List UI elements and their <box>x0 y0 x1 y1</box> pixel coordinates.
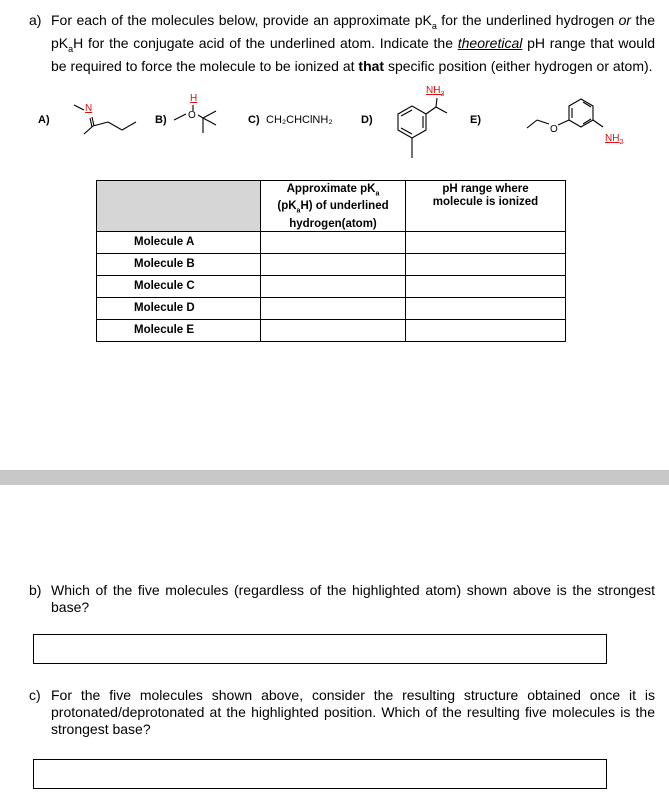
question-a-text: For each of the molecules below, provide an approximate $pK_a$ for the underlined hydrogen or the $pK_aH$ for the conjugate acid of the underlined atom. Indicate the theoretical pH range that would be required to force the molecule to be ionized at that specific position (either hydrogen or atom). <box>51 12 655 74</box>
answer-box-c[interactable] <box>33 759 607 789</box>
table-row <box>97 275 566 297</box>
ph-range-cell[interactable] <box>406 297 566 319</box>
molecule-e-structure <box>525 90 615 150</box>
answer-box-b[interactable] <box>33 634 607 664</box>
ph-range-cell[interactable] <box>406 275 566 297</box>
pka-cell[interactable] <box>261 275 406 297</box>
table-row <box>97 297 566 319</box>
section-divider <box>0 470 669 485</box>
row-label: Molecule E <box>97 319 261 341</box>
pka-cell[interactable] <box>261 231 406 253</box>
table-corner-cell <box>97 181 261 232</box>
molecule-a-label: A) <box>38 114 50 126</box>
pka-cell[interactable] <box>261 319 406 341</box>
question-b-text: Which of the five molecules (regardless of the highlighted atom) shown above is the strongest base? <box>51 582 655 615</box>
molecule-b-oxygen: O <box>188 110 196 121</box>
molecule-a-nitrogen: N <box>85 103 93 114</box>
molecule-b-structure <box>170 100 240 140</box>
ph-range-cell[interactable] <box>406 231 566 253</box>
ph-range-cell[interactable] <box>406 253 566 275</box>
molecule-d-amine: $NH_3$ <box>426 85 445 98</box>
question-b-label: b) <box>29 582 42 598</box>
molecule-e-oxygen: O <box>550 124 558 135</box>
row-label: Molecule D <box>97 297 261 319</box>
molecule-b-hydrogen: H <box>190 93 198 104</box>
table-header-pka: Approximate $pK_a$ $(pK_aH)$ of underlined hydrogen(atom) <box>261 181 406 232</box>
ph-range-cell[interactable] <box>406 319 566 341</box>
question-a-label: a) <box>29 12 42 28</box>
row-label: Molecule B <box>97 253 261 275</box>
molecule-d-structure <box>375 90 455 165</box>
question-c-text: For the five molecules shown above, consider the resulting structure obtained once it is protonated/deprotonated at the highlighted position. Which of the resulting five molecules is the strongest base? <box>51 687 655 737</box>
answer-table <box>96 180 566 342</box>
pka-cell[interactable] <box>261 297 406 319</box>
molecule-a-structure <box>60 100 140 140</box>
table-row <box>97 319 566 341</box>
pka-cell[interactable] <box>261 253 406 275</box>
question-a <box>29 12 655 84</box>
molecule-e-amine: $NH_2$ <box>605 133 624 146</box>
molecule-e-label: E) <box>470 114 481 126</box>
table-row <box>97 253 566 275</box>
molecule-d-label: D) <box>361 114 373 126</box>
question-c <box>29 687 655 741</box>
molecule-c-formula: CH₂CHClNH₂ <box>266 114 333 126</box>
table-row <box>97 231 566 253</box>
row-label: Molecule C <box>97 275 261 297</box>
molecule-b-label: B) <box>155 114 167 126</box>
question-b <box>29 582 655 618</box>
table-header-row <box>97 181 566 232</box>
molecule-c-label: C) <box>248 114 260 126</box>
row-label: Molecule A <box>97 231 261 253</box>
table-header-ph-range: pH range where molecule is ionized <box>406 181 566 232</box>
question-c-label: c) <box>29 687 41 703</box>
